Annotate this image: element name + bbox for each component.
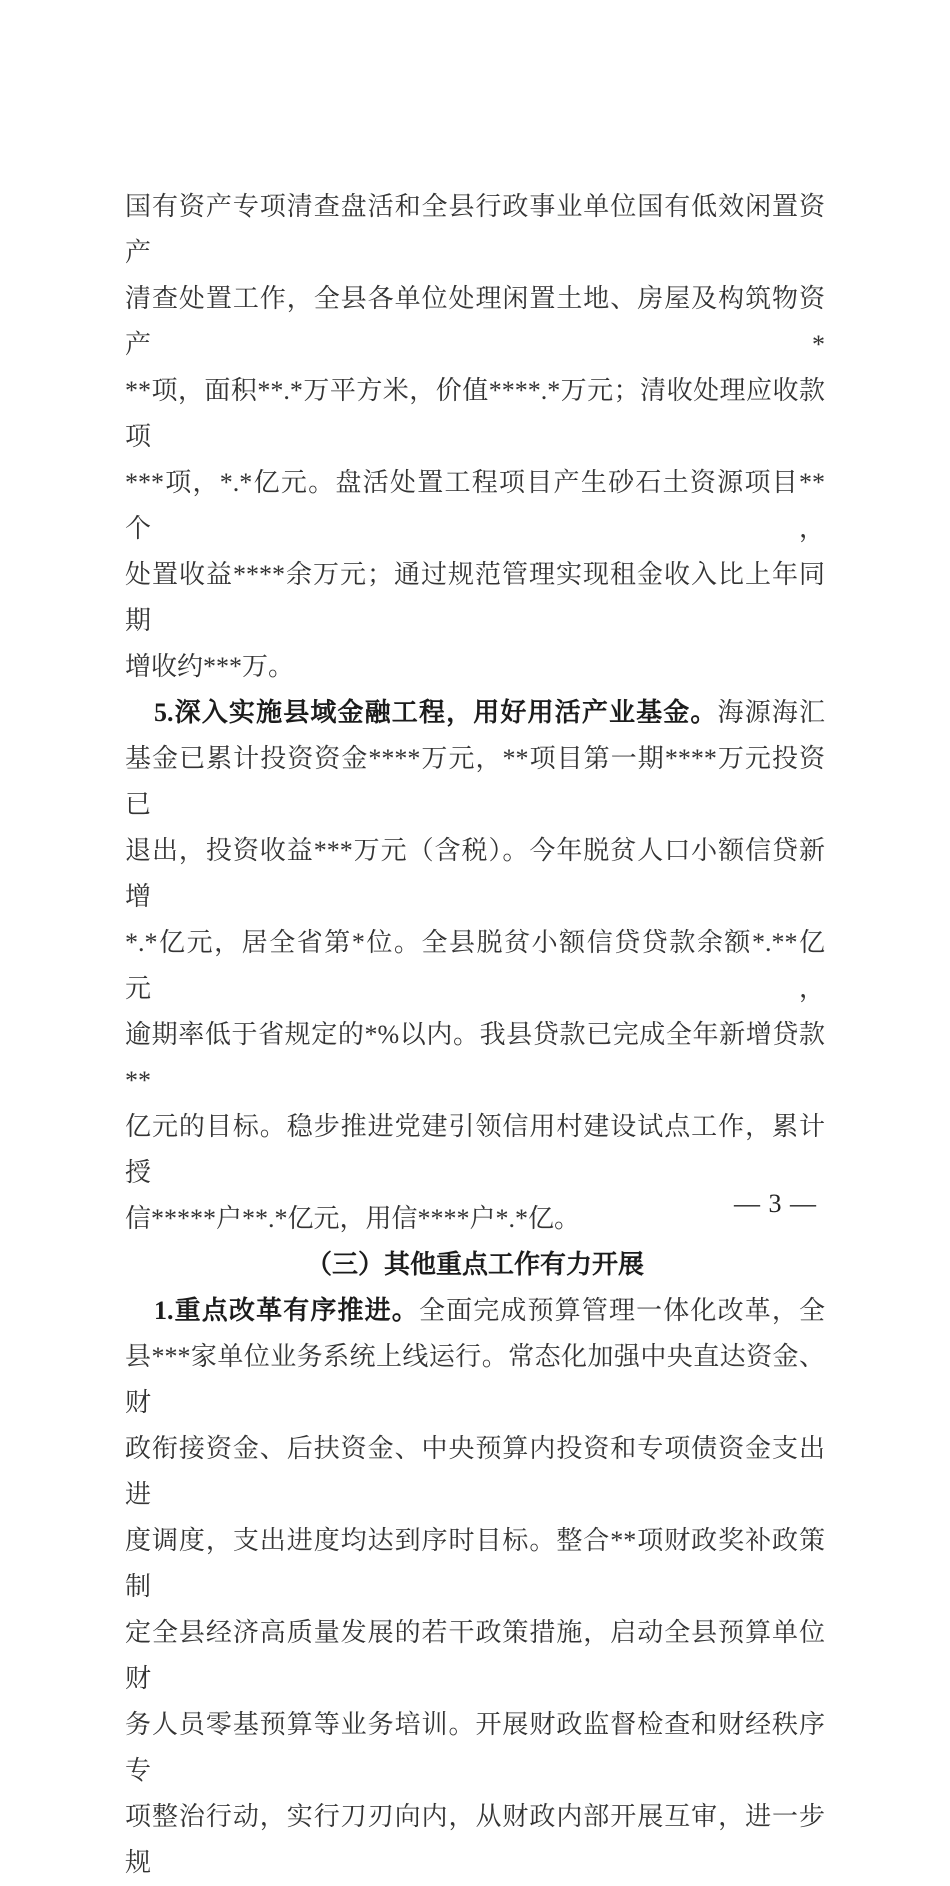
text-line	[125, 552, 825, 644]
text-run: 务人员零基预算等业务培训。开展财政监督检查和财经秩序专	[125, 1710, 825, 1785]
text-line	[125, 1518, 825, 1610]
text-run: 度调度，支出进度均达到序时目标。整合**项财政奖补政策制	[125, 1526, 825, 1601]
text-run: 处置收益****余万元；通过规范管理实现租金收入比上年同期	[125, 560, 825, 635]
text-line	[125, 1104, 825, 1196]
text-run: 海源海汇	[717, 698, 825, 727]
bold-text-run: 1.重点改革有序推进。	[154, 1296, 419, 1325]
text-run: 县***家单位业务系统上线运行。常态化加强中央直达资金、财	[125, 1342, 825, 1417]
section-heading	[125, 1242, 825, 1288]
text-line	[125, 1794, 825, 1886]
text-line	[125, 368, 825, 460]
text-line	[125, 1334, 825, 1426]
text-run: *.*亿元，居全省第*位。全县脱贫小额信贷贷款余额*.**亿元，	[125, 928, 825, 1003]
bold-text-run: （三）其他重点工作有力开展	[305, 1250, 644, 1279]
text-line	[125, 276, 825, 368]
text-run: 增收约***万。	[125, 652, 295, 681]
text-line	[125, 460, 825, 552]
text-line	[125, 828, 825, 920]
text-line	[125, 920, 825, 1012]
text-run: 国有资产专项清查盘活和全县行政事业单位国有低效闲置资产	[125, 192, 825, 267]
text-run: 清查处置工作，全县各单位处理闲置土地、房屋及构筑物资产*	[125, 284, 825, 359]
text-line	[125, 184, 825, 276]
text-line	[125, 1196, 825, 1242]
text-run: 逾期率低于省规定的*%以内。我县贷款已完成全年新增贷款**	[125, 1020, 825, 1095]
text-run: **项，面积**.*万平方米，价值****.*万元；清收处理应收款项	[125, 376, 825, 451]
text-run: 定全县经济高质量发展的若干政策措施，启动全县预算单位财	[125, 1618, 825, 1693]
text-line	[125, 1288, 825, 1334]
text-line	[125, 1426, 825, 1518]
page-number: — 3 —	[734, 1189, 817, 1218]
text-line	[125, 1012, 825, 1104]
text-run: 退出，投资收益***万元（含税）。今年脱贫人口小额信贷新增	[125, 836, 825, 911]
text-run: 亿元的目标。稳步推进党建引领信用村建设试点工作，累计授	[125, 1112, 825, 1187]
text-line	[125, 736, 825, 828]
text-line	[125, 644, 825, 690]
text-line	[125, 1702, 825, 1794]
text-run: 基金已累计投资资金****万元，**项目第一期****万元投资已	[125, 744, 825, 819]
text-run: 全面完成预算管理一体化改革，全	[418, 1296, 825, 1325]
text-run: ***项，*.*亿元。盘活处置工程项目产生砂石土资源项目**个，	[125, 468, 825, 543]
text-line	[125, 1610, 825, 1702]
text-run: 项整治行动，实行刀刃向内，从财政内部开展互审，进一步规	[125, 1802, 825, 1877]
document-body	[125, 184, 825, 1886]
text-run: 政衔接资金、后扶资金、中央预算内投资和专项债资金支出进	[125, 1434, 825, 1509]
bold-text-run: 5.深入实施县域金融工程，用好用活产业基金。	[154, 698, 718, 727]
text-run: 信*****户**.*亿元，用信****户*.*亿。	[125, 1204, 581, 1233]
text-line	[125, 690, 825, 736]
